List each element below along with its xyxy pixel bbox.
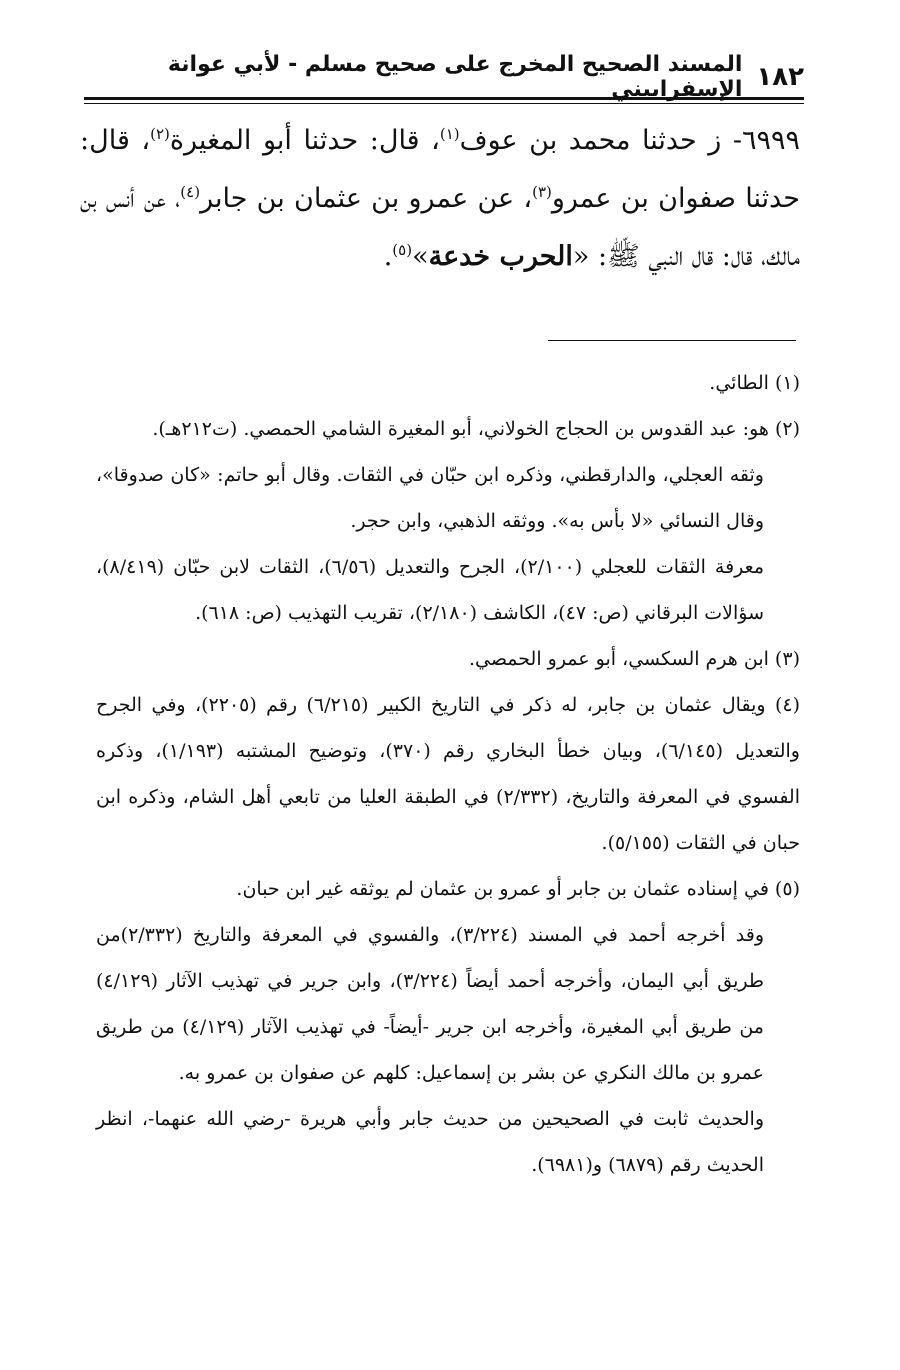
prophetic-saying: الحرب خدعة: [428, 241, 573, 272]
footnote-2: (٢) هو: عبد القدوس بن الحجاج الخولاني، أبو المغيرة الشامي الحمصي. (ت٢١٢هـ).: [152, 418, 800, 440]
footnote-4: (٤) ويقال عثمان بن جابر، له ذكر في التاريخ الكبير (٦/٢١٥) رقم (٢٢٠٥)، وفي الجرح والتعديل (٦/١٤٥)، وبيان خطأ البخاري رقم (٣٧٠)، وتوضيح المشتبه (١/١٩٣)، وذكره الفسوي في المعرفة والتاريخ، (٢/٣٣٢) في الطبقة العليا من تابعي أهل الشام، وذكره ابن حبان في الثقات (٥/١٥٥).: [96, 694, 800, 854]
footnote-ref-4: (٤): [180, 183, 201, 201]
footnote-ref-3: (٣): [532, 183, 552, 201]
hadith-segment: ٦٩٩٩- ز حدثنا محمد بن عوف: [459, 125, 800, 156]
footnote-5-conclusion: والحديث ثابت في الصحيحين من حديث جابر وأبي هريرة -رضي الله عنهما-، انظر الحديث رقم (٦٨٧٩) و(٦٩٨١).: [96, 1108, 764, 1176]
hadith-text: [80, 112, 800, 286]
footnote-2-grading: وثقه العجلي، والدارقطني، وذكره ابن حبّان في الثقات. وقال أبو حاتم: «كان صدوقا»، وقال النسائي «لا بأس به». ووثقه الذهبي، وابن حجر.: [96, 464, 764, 532]
hadith-segment: »: [412, 241, 429, 272]
hadith-segment: ، قال: حدثنا صفوان بن عمرو: [80, 125, 801, 214]
header-rule-thin: [84, 103, 804, 104]
page-number: ١٨٢: [756, 62, 804, 92]
footnote-ref-1: (١): [439, 125, 460, 143]
footnote-3: (٣) ابن هرم السكسي، أبو عمرو الحمصي.: [468, 648, 800, 670]
footnote-5: (٥) في إسناده عثمان بن جابر أو عمرو بن عثمان لم يوثقه غير ابن حبان.: [236, 878, 800, 900]
hadith-segment: ، عن عمرو بن عثمان بن جابر: [200, 183, 533, 214]
footnote-ref-2: (٢): [150, 125, 170, 143]
footnote-1: (١) الطائي.: [709, 372, 800, 394]
footnote-ref-5: (٥): [392, 241, 413, 259]
footnote-2-sources: معرفة الثقات للعجلي (٢/١٠٠)، الجرح والتعديل (٦/٥٦)، الثقات لابن حبّان (٨/٤١٩)، سؤالات البرقاني (ص: ٤٧)، الكاشف (٢/١٨٠)، تقريب التهذيب (ص: ٦١٨).: [96, 556, 765, 624]
running-header: [84, 52, 804, 102]
running-title: المسند الصحيح المخرج على صحيح مسلم - لأبي عوانة الإسفراييني: [167, 52, 743, 102]
hadith-paragraph: [80, 112, 800, 286]
header-rule: [84, 97, 804, 100]
hadith-segment: ، قال: حدثنا أبو المغيرة: [169, 125, 440, 156]
hadith-segment: .: [383, 241, 393, 272]
footnote-separator: [548, 340, 796, 341]
footnotes: [96, 360, 800, 1188]
hadith-segment: ، عن أنس بن مالك، قال: قال النبي ﷺ: «: [80, 183, 800, 272]
footnote-5-takhrij: وقد أخرجه أحمد في المسند (٣/٢٢٤)، والفسوي في المعرفة والتاريخ (٢/٣٣٢)من طريق أبي اليمان، وأخرجه أحمد أيضاً (٣/٢٢٤)، وابن جرير في تهذيب الآثار (٤/١٢٩) من طريق أبي المغيرة، وأخرجه ابن جرير -أيضاً- في تهذيب الآثار (٤/١٢٩) من طريق عمرو بن مالك النكري عن بشر بن إسماعيل: كلهم عن صفوان بن عمرو به.: [96, 924, 765, 1084]
